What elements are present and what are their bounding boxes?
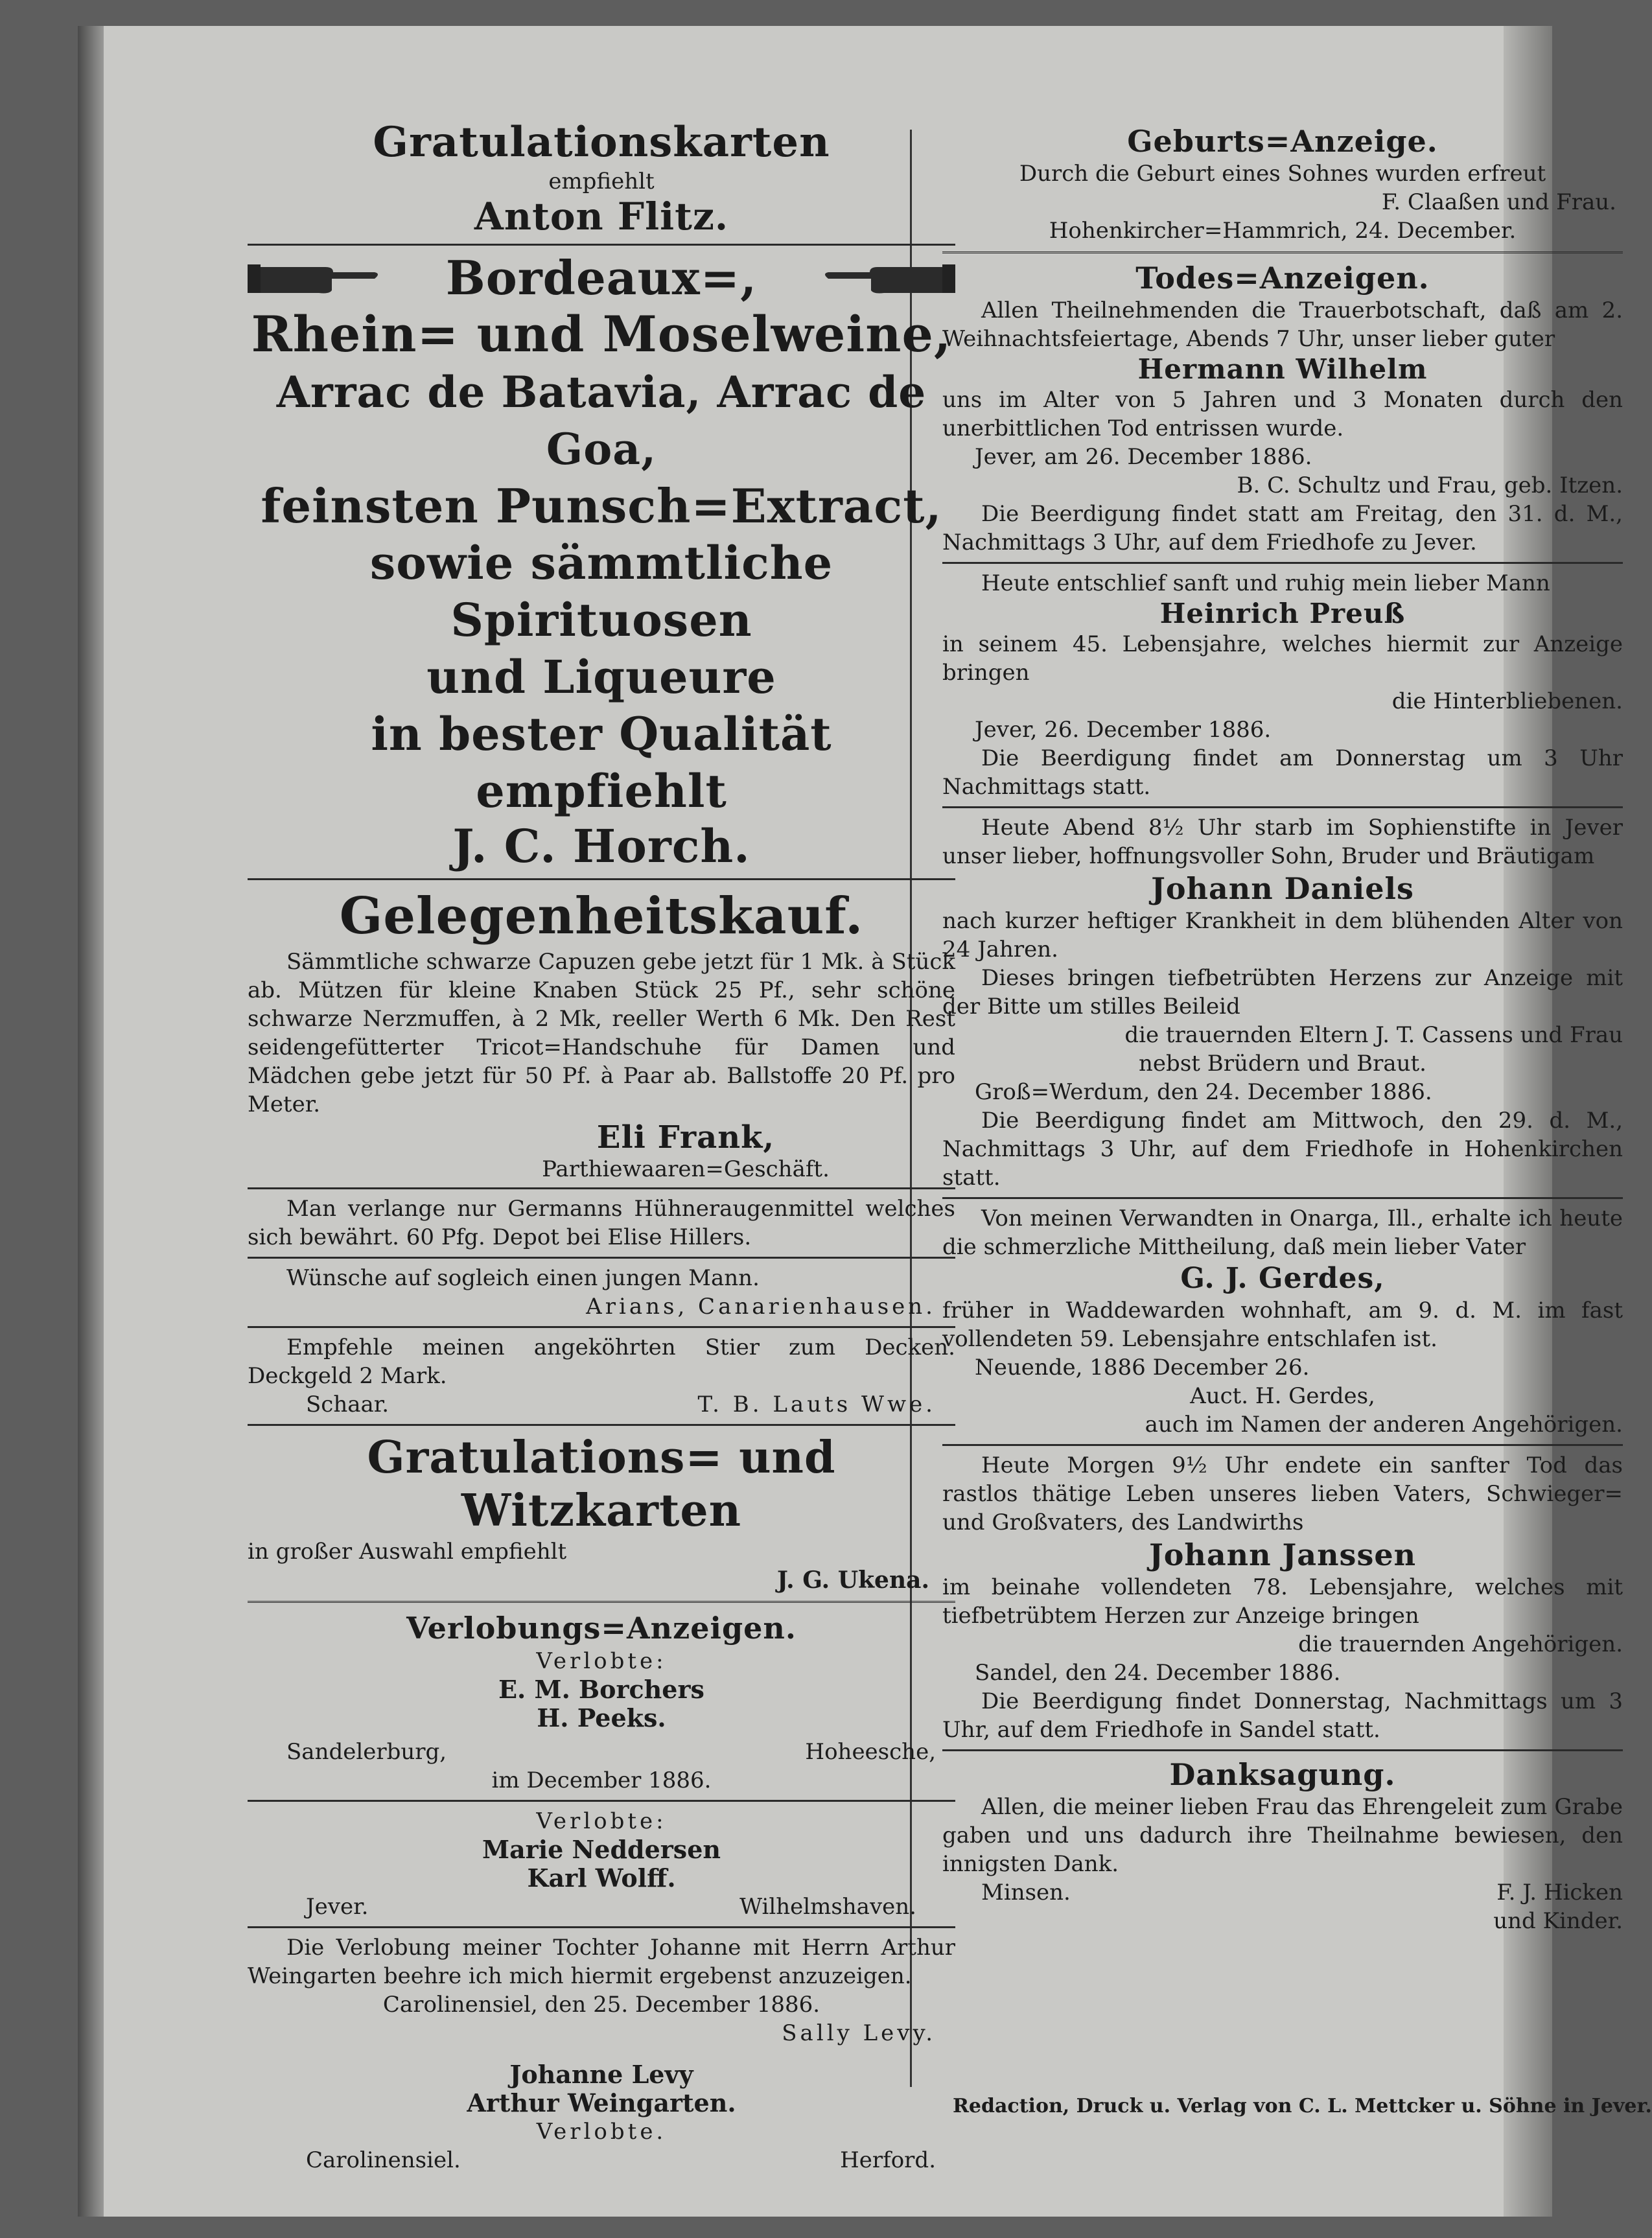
ad-todes-daniels [942, 813, 1623, 1192]
ad-signature: Auct. H. Gerdes, [1190, 1383, 1375, 1409]
divider [942, 1749, 1623, 1751]
ad-signature: und Kinder. [1493, 1908, 1623, 1934]
date: Carolinensiel, den 25. December 1886. [382, 1992, 820, 2018]
ad-title: Gratulations= und [367, 1432, 836, 1484]
ad-place: Hohenkircher=Hammrich, 24. December. [1049, 218, 1517, 244]
place: Wilhelmshaven. [739, 1894, 916, 1920]
ad-gelegenheitskauf [248, 885, 955, 1182]
advertiser-name: J. G. Ukena. [776, 1567, 929, 1594]
page-gutter [78, 26, 104, 2217]
person-name: G. J. Gerdes, [1180, 1262, 1385, 1295]
ad-signature: Sally Levy. [782, 2020, 936, 2046]
ad-title: Danksagung. [1169, 1757, 1396, 1792]
ad-verlobung-borchers [248, 1609, 955, 1795]
ad-line: Bordeaux=, [445, 250, 758, 305]
divider [248, 1601, 955, 1603]
ad-line: in bester Qualität empfiehlt [371, 707, 832, 818]
divider [248, 1187, 955, 1189]
ad-body: Allen, die meiner lieben Frau das Ehrengeleit zum Grabe gaben und uns dadurch ihre Theilnahme bewiesen, den innigsten Dank. [942, 1794, 1623, 1877]
ad-place: Schaar. [306, 1392, 390, 1417]
funeral-notice: Die Beerdigung findet statt am Freitag, den 31. d. M., Nachmittags 3 Uhr, auf dem Friedhofe zu Jever. [942, 501, 1623, 555]
divider [248, 878, 955, 880]
ad-witzkarten [248, 1431, 955, 1594]
ad-subtitle: Verlobte. [536, 2119, 667, 2145]
ad-signature: Arians, Canarienhausen. [586, 1294, 936, 1320]
ad-signature: T. B. Lauts Wwe. [697, 1392, 936, 1417]
ad-signature: B. C. Schultz und Frau, geb. Itzen. [1237, 472, 1623, 498]
person-name: Arthur Weingarten. [467, 2088, 736, 2117]
funeral-notice: Die Beerdigung findet Donnerstag, Nachmittags um 3 Uhr, auf dem Friedhofe in Sandel statt. [942, 1688, 1623, 1743]
date: Groß=Werdum, den 24. December 1886. [975, 1079, 1432, 1105]
ad-danksagung [942, 1756, 1623, 1935]
person-name: Karl Wolff. [527, 1863, 676, 1893]
ad-signature: die trauernden Eltern J. T. Cassens und Frau [1124, 1022, 1623, 1048]
ad-body: Die Verlobung meiner Tochter Johanne mit Herrn Arthur Weingarten beehre ich mich hiermit ergebenst anzuzeigen. [248, 1935, 955, 1989]
date: Neuende, 1886 December 26. [975, 1355, 1310, 1381]
ad-title: Witzkarten [461, 1485, 742, 1537]
pointing-hand-right-icon [248, 257, 384, 299]
funeral-notice: Die Beerdigung findet am Mittwoch, den 29. d. M., Nachmittags 3 Uhr, auf dem Friedhofe in Hohenkirchen statt. [942, 1108, 1623, 1191]
divider [248, 1326, 955, 1328]
ad-subtitle: Verlobte: [536, 1648, 667, 1674]
left-column [248, 117, 955, 2174]
person-name: Johann Janssen [1148, 1537, 1417, 1572]
ad-body: nach kurzer heftiger Krankheit in dem blühenden Alter von 24 Jahren. [942, 908, 1623, 962]
person-name: Johanne Levy [509, 2060, 693, 2089]
ad-body: früher in Waddewarden wohnhaft, am 9. d. M. im fast vollendeten 59. Lebensjahre entschlafen ist. [942, 1298, 1623, 1352]
divider [248, 1424, 955, 1426]
ad-todes-gerdes [942, 1204, 1623, 1439]
place: Sandelerburg, [286, 1739, 447, 1765]
ad-text: empfiehlt [548, 169, 655, 194]
ad-line: Rhein= und Moselweine, [251, 305, 952, 363]
date: Sandel, den 24. December 1886. [975, 1660, 1341, 1686]
advertiser-firm: Parthiewaaren=Geschäft. [542, 1156, 830, 1182]
ad-signature: auch im Namen der anderen Angehörigen. [1145, 1412, 1623, 1438]
ad-line: und Liqueure [426, 650, 776, 704]
date: Jever, 26. December 1886. [975, 717, 1272, 743]
divider [248, 1926, 955, 1928]
ad-title: Gelegenheitskauf. [339, 887, 864, 946]
ad-todes-wilhelm [942, 260, 1623, 557]
divider [942, 1197, 1623, 1199]
ad-body: Heute entschlief sanft und ruhig mein lieber Mann [981, 570, 1550, 596]
ad-body: Heute Abend 8½ Uhr starb im Sophienstifte in Jever unser lieber, hoffnungsvoller Sohn, Bruder und Bräutigam [942, 815, 1623, 869]
ad-title: Geburts=Anzeige. [1127, 124, 1438, 159]
advertiser-name: Eli Frank, [596, 1119, 775, 1156]
place: Hoheesche, [805, 1739, 936, 1765]
ad-body: Dieses bringen tiefbetrübten Herzens zur Anzeige mit der Bitte um stilles Beileid [942, 965, 1623, 1020]
ad-todes-janssen [942, 1451, 1623, 1744]
person-name: Johann Daniels [1151, 871, 1414, 906]
ad-line: feinsten Punsch=Extract, [261, 478, 942, 533]
divider [942, 806, 1623, 808]
person-name: E. M. Borchers [498, 1675, 704, 1704]
place: Carolinensiel. [306, 2147, 461, 2173]
person-name: H. Peeks. [537, 1703, 666, 1732]
ad-signature: F. Claaßen und Frau. [1381, 189, 1616, 215]
date: im December 1886. [491, 1767, 712, 1793]
ad-geburt [942, 123, 1623, 245]
ad-huehneraugen: Man verlange nur Germanns Hühneraugenmittel welches sich bewährt. 60 Pfg. Depot bei Elise Hillers. [248, 1196, 955, 1250]
ad-body: Allen Theilnehmenden die Trauerbotschaft, daß am 2. Weihnachtsfeiertage, Abends 7 Uhr, unser lieber guter [942, 297, 1623, 352]
ad-verlobung-neddersen [248, 1807, 955, 1921]
person-name: Marie Neddersen [482, 1835, 721, 1864]
person-name: Hermann Wilhelm [1137, 353, 1428, 385]
pointing-hand-left-icon [819, 257, 955, 299]
ad-body: im beinahe vollendeten 78. Lebensjahre, welches mit tiefbetrübtem Herzen zur Anzeige bringen [942, 1574, 1623, 1629]
ad-body: Empfehle meinen angeköhrten Stier zum Decken. Deckgeld 2 Mark. [248, 1335, 955, 1389]
ad-title: Gratulationskarten [373, 118, 830, 167]
ad-body: uns im Alter von 5 Jahren und 3 Monaten durch den unerbittlichen Tod entrissen wurde. [942, 387, 1623, 441]
divider [248, 1257, 955, 1259]
ad-body: in seinem 45. Lebensjahre, welches hiermit zur Anzeige bringen [942, 631, 1623, 686]
person-name: Heinrich Preuß [1159, 598, 1406, 629]
imprint: Redaction, Druck u. Verlag von C. L. Mettcker u. Söhne in Jever. [953, 2095, 1652, 2117]
divider [248, 1800, 955, 1802]
ad-subtitle: Verlobte: [536, 1808, 667, 1834]
ad-signature: F. J. Hicken [1496, 1880, 1623, 1906]
divider [942, 1444, 1623, 1446]
divider [248, 244, 955, 246]
ad-gratulationskarten [248, 117, 955, 239]
ad-wines [248, 251, 955, 873]
place: Jever. [306, 1894, 369, 1920]
newspaper-page [78, 26, 1652, 2217]
ad-line: Arrac de Batavia, Arrac de Goa, [276, 367, 927, 474]
ad-title: Todes=Anzeigen. [1135, 261, 1430, 296]
ad-signature: die trauernden Angehörigen. [1298, 1631, 1623, 1657]
ad-stier [248, 1333, 955, 1419]
ad-body: in großer Auswahl empfiehlt [248, 1539, 567, 1565]
advertiser-name: Anton Flitz. [474, 194, 729, 239]
divider [942, 562, 1623, 564]
ad-line: sowie sämmtliche Spirituosen [369, 536, 833, 647]
ad-todes-preuss [942, 569, 1623, 801]
ad-body: Wünsche auf sogleich einen jungen Mann. [286, 1265, 760, 1291]
ad-body: Durch die Geburt eines Sohnes wurden erfreut [1019, 161, 1546, 187]
ad-signature: nebst Brüdern und Braut. [1139, 1051, 1426, 1077]
ad-jungen-mann [248, 1264, 955, 1321]
ad-verlobung-levy [248, 1933, 955, 2174]
ad-place: Minsen. [981, 1880, 1071, 1906]
funeral-notice: Die Beerdigung findet am Donnerstag um 3 Uhr Nachmittags statt. [942, 745, 1623, 800]
ad-body: Heute Morgen 9½ Uhr endete ein sanfter Tod das rastlos thätige Leben unseres lieben Vaters, Schwieger= und Großvaters, des Landwirths [942, 1452, 1623, 1535]
right-column [942, 123, 1623, 1935]
ad-signature: die Hinterbliebenen. [1391, 688, 1623, 714]
ad-title: Verlobungs=Anzeigen. [406, 1611, 797, 1646]
place: Herford. [840, 2147, 936, 2173]
ad-body: Von meinen Verwandten in Onarga, Ill., erhalte ich heute die schmerzliche Mittheilung, daß mein lieber Vater [942, 1206, 1623, 1260]
advertiser-name: J. C. Horch. [452, 819, 750, 873]
divider [942, 251, 1623, 253]
ad-body: Sämmtliche schwarze Capuzen gebe jetzt für 1 Mk. à Stück ab. Mützen für kleine Knaben Stück 25 Pf., sehr schöne schwarze Nerzmuffen, à 2 Mk, reeller Werth 6 Mk. Den Rest seidengefütterter Tricot=Handschuhe für Damen und Mädchen gebe jetzt für 50 Pf. à Paar ab. Ballstoffe 20 Pf. pro Meter. [248, 949, 955, 1117]
date: Jever, am 26. December 1886. [975, 444, 1312, 470]
